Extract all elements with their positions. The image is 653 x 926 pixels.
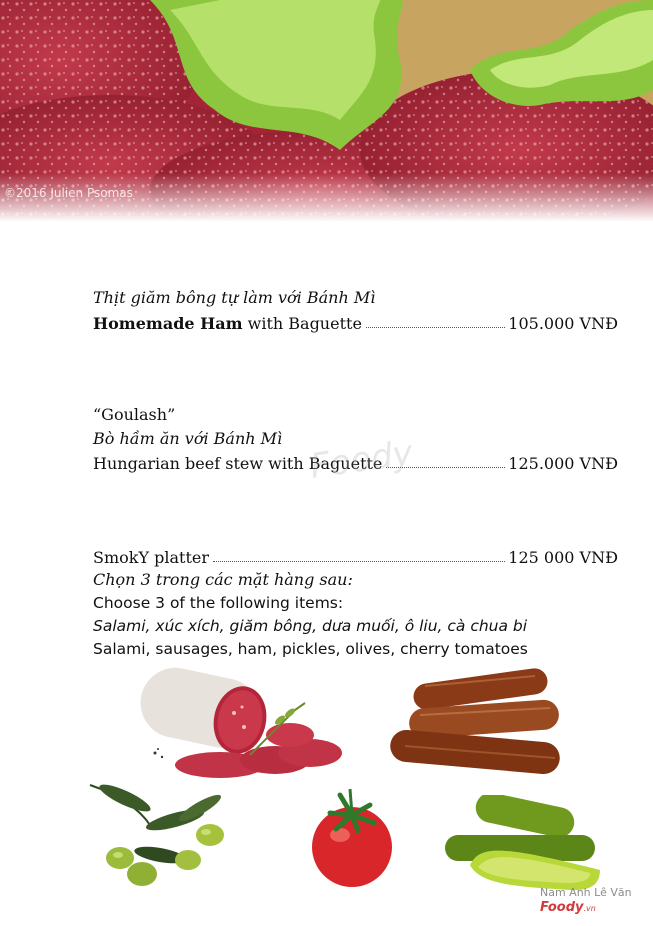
- goulash-english-name: Hungarian beef stew with Baguette: [93, 454, 383, 473]
- ham-vietnamese-name: Thịt giăm bông tự làm với Bánh Mì: [93, 288, 376, 307]
- platter-choose-english: Choose 3 of the following items:: [93, 594, 344, 612]
- goulash-title: “Goulash”: [93, 405, 176, 424]
- menu-item-smoky-platter: [93, 545, 618, 567]
- platter-list-vietnamese: Salami, xúc xích, giăm bông, dưa muối, ô liu, cà chua bi: [93, 617, 528, 635]
- sausage-photo: [385, 668, 570, 783]
- platter-name: SmokY platter: [93, 548, 209, 567]
- platter-list-english: Salami, sausages, ham, pickles, olives, cherry tomatoes: [93, 640, 528, 658]
- tomato-photo: [300, 785, 400, 893]
- platter-price: 125 000 VNĐ: [508, 548, 618, 567]
- dot-leader: [366, 326, 505, 328]
- ham-price: 105.000 VNĐ: [508, 314, 618, 333]
- menu-item-ham: [93, 311, 618, 333]
- dot-leader: [213, 560, 505, 562]
- olive-photo: [80, 780, 240, 895]
- ham-english-name: Homemade Ham with Baguette: [93, 314, 362, 333]
- copyright-text: ©2016 Julien Psomas: [4, 186, 133, 200]
- goulash-vietnamese-name: Bò hầm ăn với Bánh Mì: [93, 429, 283, 448]
- platter-choose-vietnamese: Chọn 3 trong các mặt hàng sau:: [93, 570, 353, 589]
- salami-photo: [130, 665, 350, 790]
- goulash-price: 125.000 VNĐ: [508, 454, 618, 473]
- foody-watermark: Foody: [307, 433, 416, 487]
- photo-credit: Nam Anh Lê Văn: [540, 886, 632, 899]
- foody-logo: Foody.vn: [540, 900, 596, 915]
- pickle-photo: [440, 795, 610, 895]
